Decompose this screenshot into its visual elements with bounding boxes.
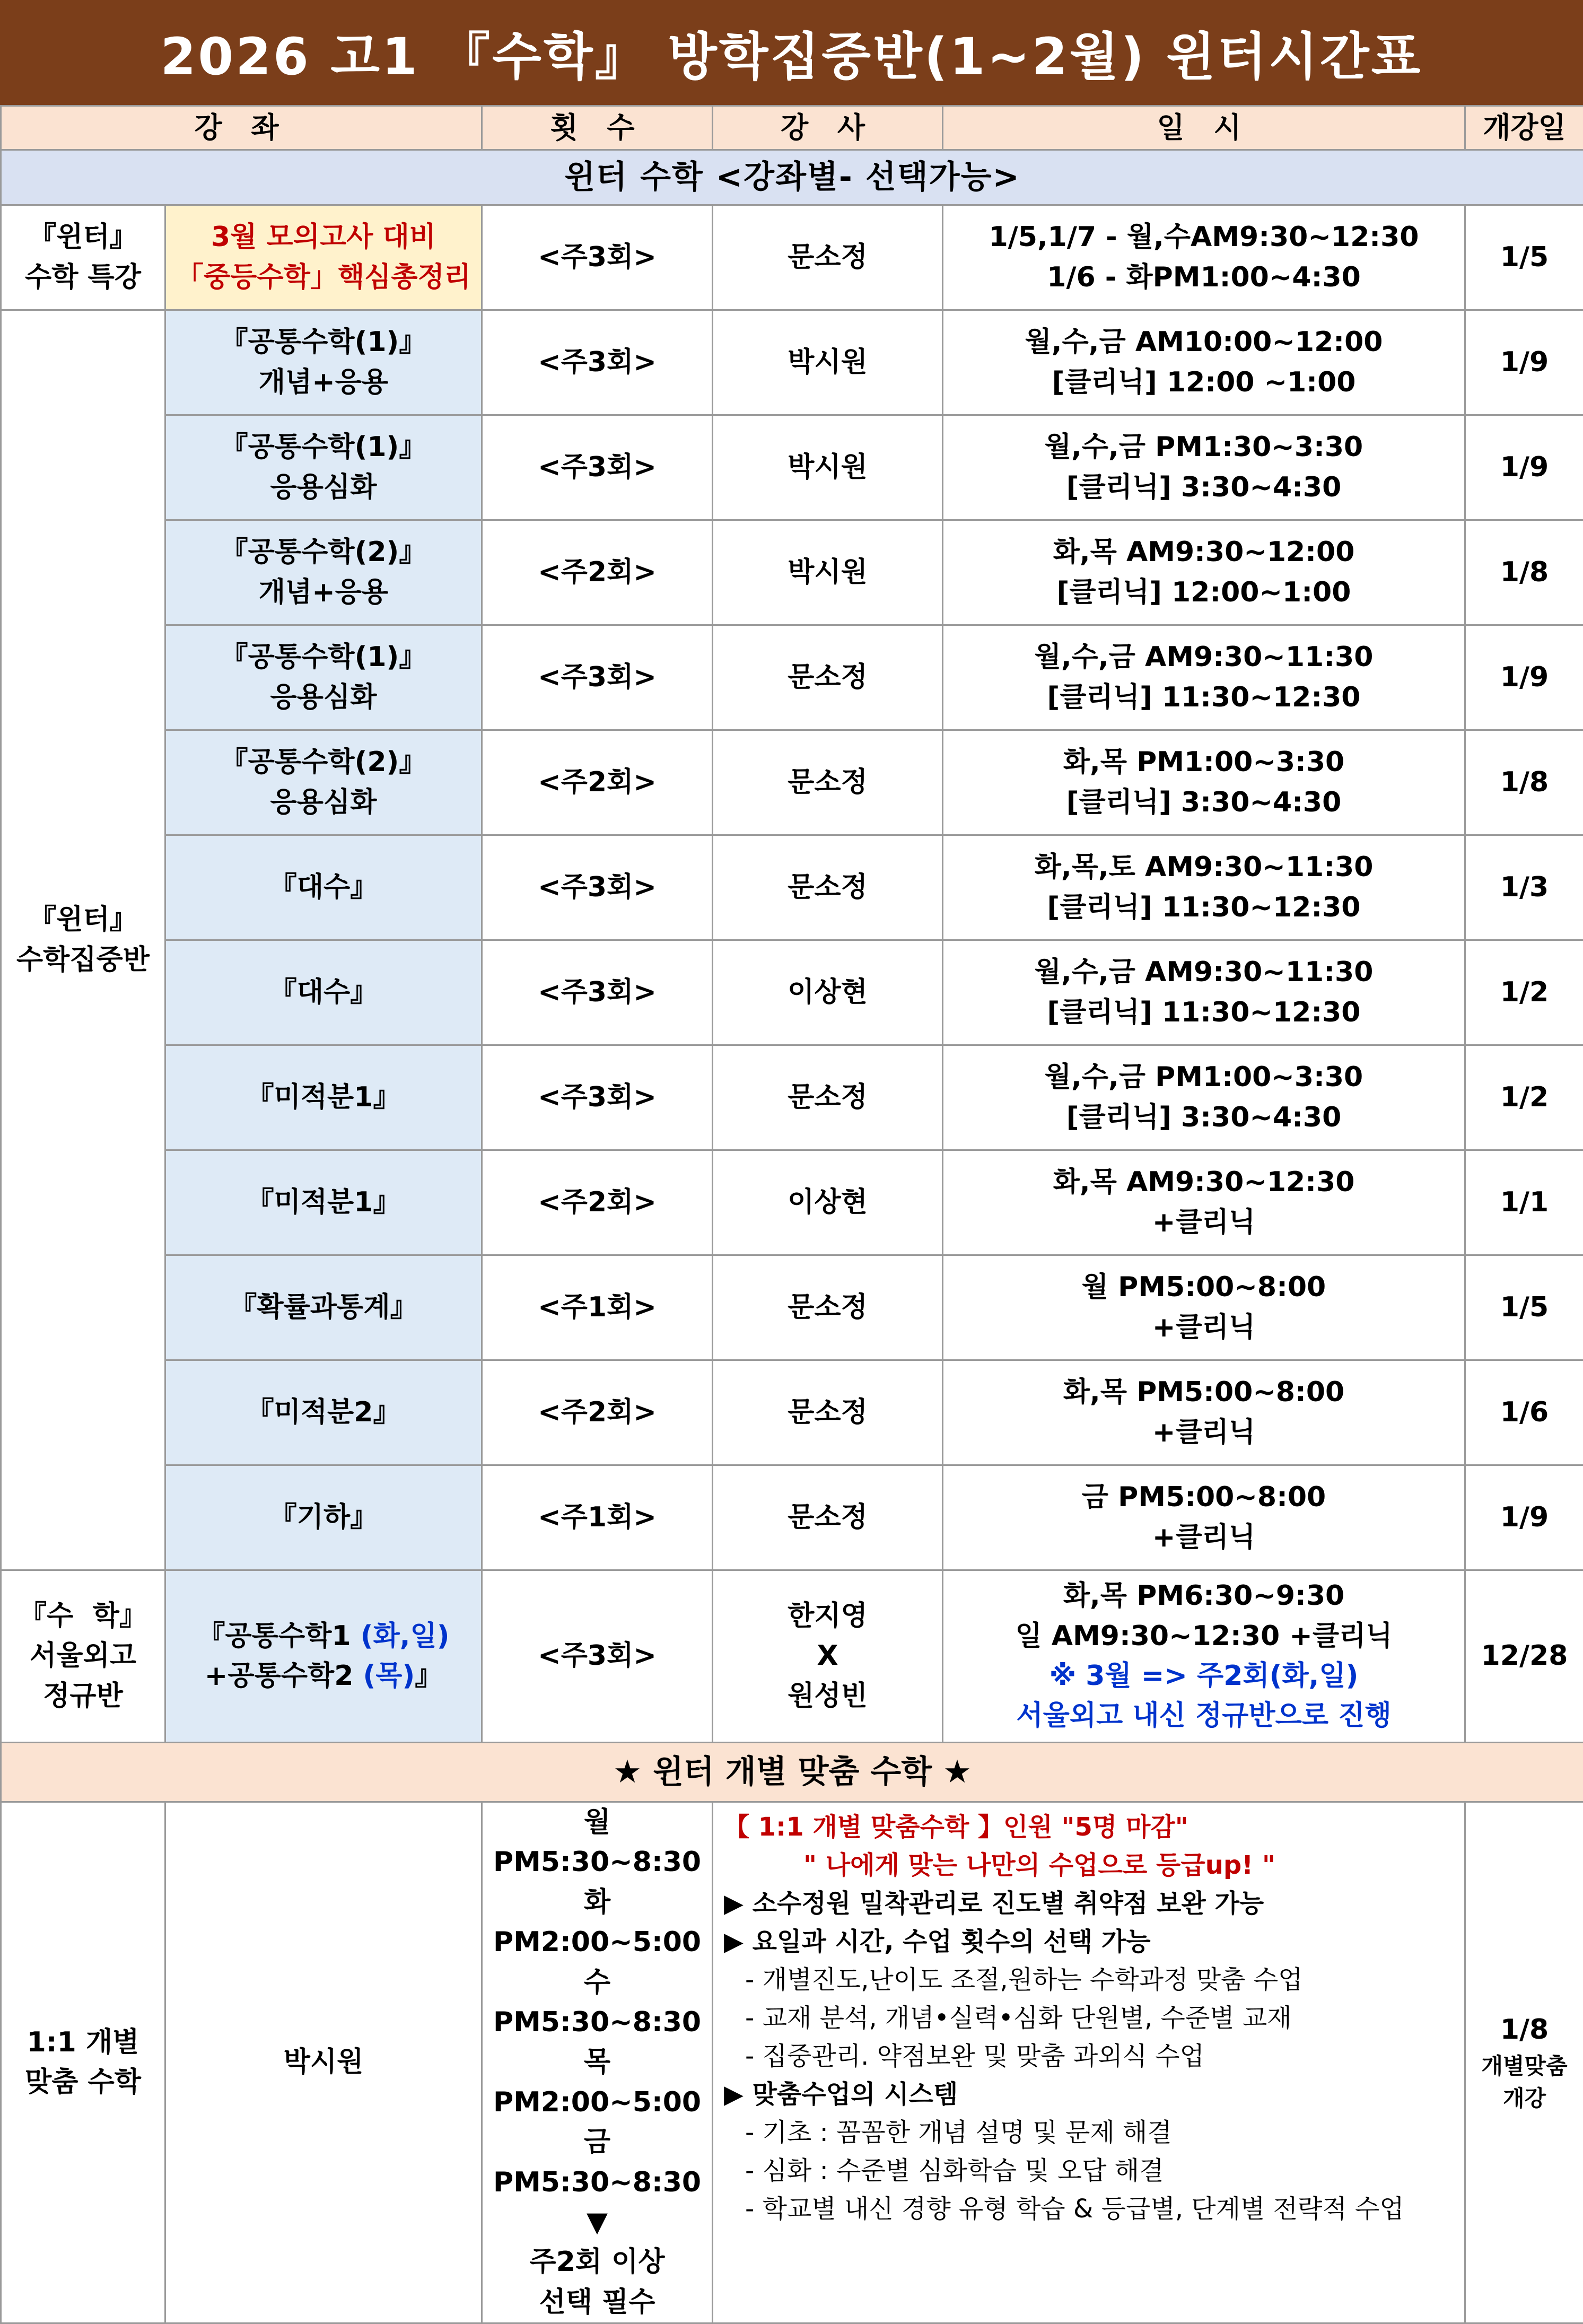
- course-schedule: 화,목,토 AM9:30~11:30 [클리닉] 11:30~12:30: [943, 835, 1465, 940]
- course-start: 1/2: [1465, 1045, 1583, 1150]
- header-teacher: 강 사: [713, 106, 943, 150]
- course-start: 1/9: [1465, 1465, 1583, 1570]
- course-start: 1/2: [1465, 940, 1583, 1045]
- course-teacher: 박시원: [713, 310, 943, 415]
- course-schedule: 화,목 AM9:30~12:30 +클리닉: [943, 1150, 1465, 1255]
- special-row: [1, 205, 1583, 310]
- individual-category: 1:1 개별 맞춤 수학: [1, 1802, 165, 2323]
- course-teacher: 이상현: [713, 1150, 943, 1255]
- course-schedule: 화,목 AM9:30~12:00 [클리닉] 12:00~1:00: [943, 520, 1465, 625]
- course-count: <주3회>: [482, 415, 713, 520]
- table-row: [1, 1150, 1583, 1255]
- course-count: <주3회>: [482, 1045, 713, 1150]
- table-row: [1, 940, 1583, 1045]
- course-count: <주2회>: [482, 520, 713, 625]
- course-count: <주2회>: [482, 1150, 713, 1255]
- table-row: [1, 310, 1583, 415]
- table-row: [1, 835, 1583, 940]
- table-row: [1, 520, 1583, 625]
- course-start: 1/9: [1465, 625, 1583, 730]
- course-teacher: 이상현: [713, 940, 943, 1045]
- special-start: 1/5: [1465, 205, 1583, 310]
- course-teacher: 박시원: [713, 415, 943, 520]
- individual-times: 월PM5:30~8:30 화PM2:00~5:00 수PM5:30~8:30 목PM2:00~5:00 금PM5:30~8:30 ▼ 주2회 이상 선택 필수: [482, 1802, 713, 2323]
- course-start: 1/8: [1465, 520, 1583, 625]
- intensive-category: 『윈터』 수학집중반: [1, 310, 165, 1570]
- header-start: 개강일: [1465, 106, 1583, 150]
- section-title-winter: 윈터 수학 <강좌별- 선택가능>: [1, 150, 1583, 205]
- course-name: 『미적분1』: [165, 1150, 482, 1255]
- course-name: 『공통수학(1)』 응용심화: [165, 415, 482, 520]
- course-name: 『대수』: [165, 835, 482, 940]
- course-schedule: 월 PM5:00~8:00 +클리닉: [943, 1255, 1465, 1360]
- table-row: [1, 1045, 1583, 1150]
- course-start: 1/6: [1465, 1360, 1583, 1465]
- header-row: [1, 106, 1583, 150]
- course-count: <주3회>: [482, 940, 713, 1045]
- course-teacher: 문소정: [713, 730, 943, 835]
- course-schedule: 화,목 PM1:00~3:30 [클리닉] 3:30~4:30: [943, 730, 1465, 835]
- course-teacher: 문소정: [713, 625, 943, 730]
- course-teacher: 문소정: [713, 1045, 943, 1150]
- course-schedule: 월,수,금 AM9:30~11:30 [클리닉] 11:30~12:30: [943, 940, 1465, 1045]
- course-count: <주2회>: [482, 730, 713, 835]
- course-teacher: 문소정: [713, 835, 943, 940]
- table-row: [1, 730, 1583, 835]
- course-name: 『기하』: [165, 1465, 482, 1570]
- header-schedule: 일 시: [943, 106, 1465, 150]
- course-schedule: 월,수,금 AM9:30~11:30 [클리닉] 11:30~12:30: [943, 625, 1465, 730]
- course-count: <주1회>: [482, 1255, 713, 1360]
- section-row-individual: [1, 1743, 1583, 1802]
- seoul-row: [1, 1570, 1583, 1743]
- course-start: 1/8: [1465, 730, 1583, 835]
- course-name: 『공통수학(1)』 개념+응용: [165, 310, 482, 415]
- section-title-individual: ★ 윈터 개별 맞춤 수학 ★: [1, 1743, 1583, 1802]
- course-start: 1/9: [1465, 415, 1583, 520]
- course-schedule: 월,수,금 PM1:00~3:30 [클리닉] 3:30~4:30: [943, 1045, 1465, 1150]
- header-count: 횟 수: [482, 106, 713, 150]
- table-row: [1, 1360, 1583, 1465]
- individual-row: [1, 1802, 1583, 2323]
- individual-start: 1/8 개별맞춤 개강: [1465, 1802, 1583, 2323]
- course-schedule: 금 PM5:00~8:00 +클리닉: [943, 1465, 1465, 1570]
- section-row-winter: [1, 150, 1583, 205]
- course-name: 『확률과통계』: [165, 1255, 482, 1360]
- course-teacher: 문소정: [713, 1255, 943, 1360]
- table-row: [1, 415, 1583, 520]
- course-count: <주1회>: [482, 1465, 713, 1570]
- seoul-course: 『공통수학1 (화,일) +공통수학2 (목)』: [165, 1570, 482, 1743]
- special-course: 3월 모의고사 대비 「중등수학」핵심총정리: [165, 205, 482, 310]
- individual-teacher: 박시원: [165, 1802, 482, 2323]
- header-course: 강 좌: [1, 106, 482, 150]
- individual-details: 【 1:1 개별 맞춤수학 】인원 "5명 마감" " 나에게 맞는 나만의 수업으로 등급up! " ▶ 소수정원 밀착관리로 진도별 취약점 보완 가능 ▶ 요일과 시간, 수업 횟수의 선택 가능 - 개별진도,난이도 조절,원하는 수학과정 맞춤 수업 - 교재 분석, 개념•실력•심화 단원별, 수준별 교재 - 집중관리. 약점보완 및 맞춤 과외식 수업 ▶ 맞춤수업의 시스템 - 기초 : 꼼꼼한 개념 설명 및 문제 해결 - 심화 : 수준별 심화학습 및 오답 해결 - 학교별 내신 경향 유형 학습 & 등급별, 단계별 전략적 수업: [713, 1802, 1465, 2323]
- course-name: 『대수』: [165, 940, 482, 1045]
- seoul-start: 12/28: [1465, 1570, 1583, 1743]
- course-schedule: 화,목 PM5:00~8:00 +클리닉: [943, 1360, 1465, 1465]
- special-category: 『윈터』 수학 특강: [1, 205, 165, 310]
- course-teacher: 문소정: [713, 1360, 943, 1465]
- course-start: 1/3: [1465, 835, 1583, 940]
- timetable: [0, 105, 1583, 2324]
- arrow-down-icon: ▼: [488, 2203, 706, 2242]
- course-start: 1/5: [1465, 1255, 1583, 1360]
- course-count: <주3회>: [482, 625, 713, 730]
- course-name: 『공통수학(1)』 응용심화: [165, 625, 482, 730]
- course-name: 『미적분2』: [165, 1360, 482, 1465]
- course-count: <주3회>: [482, 835, 713, 940]
- course-name: 『공통수학(2)』 개념+응용: [165, 520, 482, 625]
- course-name: 『미적분1』: [165, 1045, 482, 1150]
- course-start: 1/1: [1465, 1150, 1583, 1255]
- special-teacher: 문소정: [713, 205, 943, 310]
- course-teacher: 문소정: [713, 1465, 943, 1570]
- seoul-schedule: 화,목 PM6:30~9:30 일 AM9:30~12:30 +클리닉 ※ 3월 => 주2회(화,일) 서울외고 내신 정규반으로 진행: [943, 1570, 1465, 1743]
- course-count: <주3회>: [482, 310, 713, 415]
- special-count: <주3회>: [482, 205, 713, 310]
- seoul-teacher: 한지영 X 원성빈: [713, 1570, 943, 1743]
- course-schedule: 월,수,금 PM1:30~3:30 [클리닉] 3:30~4:30: [943, 415, 1465, 520]
- special-schedule: 1/5,1/7 - 월,수AM9:30~12:30 1/6 - 화PM1:00~4:30: [943, 205, 1465, 310]
- course-schedule: 월,수,금 AM10:00~12:00 [클리닉] 12:00 ~1:00: [943, 310, 1465, 415]
- table-row: [1, 1465, 1583, 1570]
- seoul-count: <주3회>: [482, 1570, 713, 1743]
- seoul-category: 『수 학』 서울외고 정규반: [1, 1570, 165, 1743]
- course-teacher: 박시원: [713, 520, 943, 625]
- course-count: <주2회>: [482, 1360, 713, 1465]
- table-row: [1, 1255, 1583, 1360]
- course-start: 1/9: [1465, 310, 1583, 415]
- table-row: [1, 625, 1583, 730]
- page-title: 2026 고1 『수학』 방학집중반(1~2월) 윈터시간표: [0, 0, 1583, 105]
- course-name: 『공통수학(2)』 응용심화: [165, 730, 482, 835]
